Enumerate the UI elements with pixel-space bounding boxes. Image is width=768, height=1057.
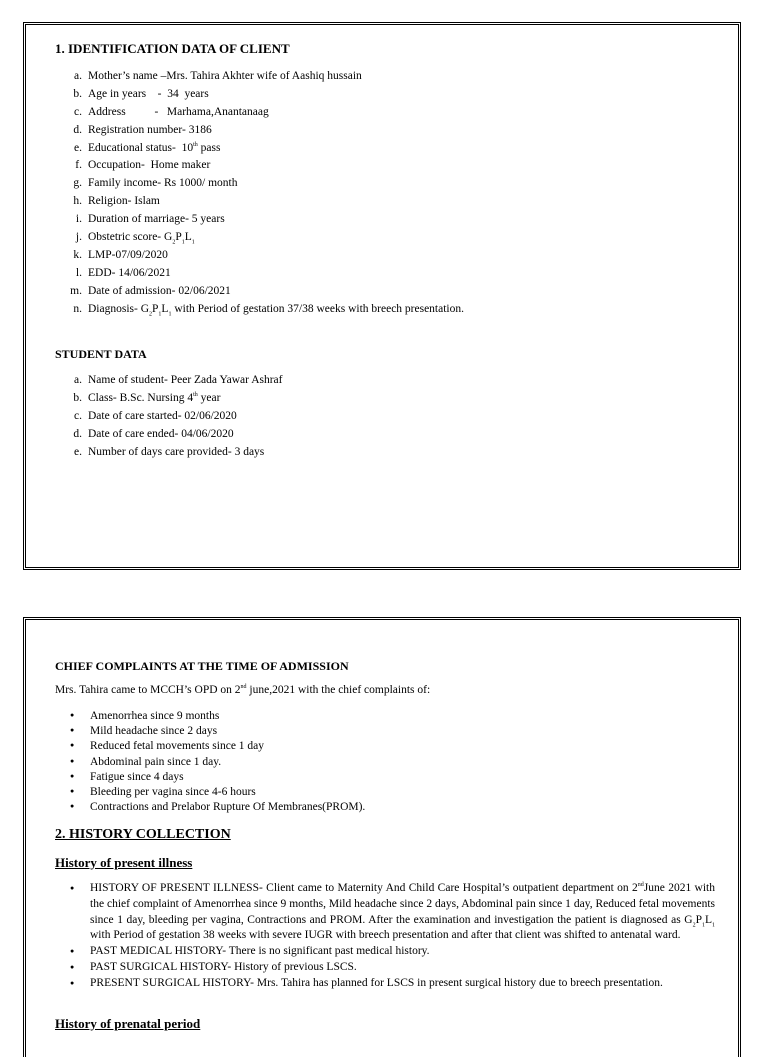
list-item: ● HISTORY OF PRESENT ILLNESS- Client came to Maternity And Child Care Hospital’s outpatient department on 2ndJune 2021 with the chief complaint of Amenorrhea since 9 months, Mild headache since 2 days, Abdominal pain since 1 day, Reduced fetal movements since 1 day, bleeding per vagina, Contractions and PROM. After the examination and investigation the patient is diagnosed as $G_2P_1L_1$ with Period of gestation 38 weeks with severe IUGR with breech presentation and after that client was shifted to antenatal ward.: [70, 881, 715, 944]
list-item: n. Diagnosis- $G_2P_1L_1$ with Period of gestation 37/38 weeks with breech presentation.: [73, 302, 464, 317]
list-item: a. Name of student- Peer Zada Yawar Ashraf: [74, 374, 283, 386]
list-item: m. Date of admission- 02/06/2021: [70, 284, 231, 297]
complaints-list: [70, 709, 365, 815]
list-item: i. Duration of marriage- 5 years: [75, 213, 225, 226]
prenatal-history-heading: History of prenatal period: [55, 1016, 201, 1031]
list-item: j. Obstetric score- $G_2P_1L_1$: [75, 231, 195, 246]
list-item: ●Fatigue since 4 days: [70, 770, 365, 785]
list-item: a. Mother’s name –Mrs. Tahira Akhter wife of Aashiq hussain: [74, 70, 362, 82]
list-item: d. Registration number- 3186: [73, 123, 212, 136]
list-item: ●Amenorrhea since 9 months: [70, 709, 365, 724]
list-item: ● PRESENT SURGICAL HISTORY- Mrs. Tahira has planned for LSCS in present surgical history due to breech presentation.: [70, 976, 715, 992]
complaints-intro: Mrs. Tahira came to MCCH’s OPD on 2nd june,2021 with the chief complaints of:: [55, 684, 431, 696]
student-data-list: [55, 372, 282, 461]
list-item: b. Age in years - 34 years: [73, 87, 209, 100]
list-item: k. LMP-07/09/2020: [73, 248, 168, 261]
list-item: d. Date of care ended- 04/06/2020: [73, 427, 234, 440]
client-data-list: [55, 68, 464, 318]
student-heading: STUDENT DATA: [55, 347, 147, 361]
list-item: c. Address - Marhama,Anantanaag: [74, 105, 269, 118]
history-list: [70, 881, 715, 992]
list-item: ●Mild headache since 2 days: [70, 724, 365, 739]
list-item: ● PAST SURGICAL HISTORY- History of previous LSCS.: [70, 960, 715, 976]
list-item: h. Religion- Islam: [73, 195, 160, 208]
present-illness-subheading: History of present illness: [55, 855, 193, 870]
list-item: b. Class- B.Sc. Nursing 4th year: [73, 391, 221, 404]
list-item: ● PAST MEDICAL HISTORY- There is no significant past medical history.: [70, 944, 715, 960]
client-heading: 1. IDENTIFICATION DATA OF CLIENT: [55, 41, 290, 56]
history-heading: 2. HISTORY COLLECTION: [55, 827, 231, 842]
list-item: g. Family income- Rs 1000/ month: [73, 177, 238, 190]
list-item: ●Reduced fetal movements since 1 day: [70, 739, 365, 754]
list-item: ●Bleeding per vagina since 4-6 hours: [70, 785, 365, 800]
list-item: f. Occupation- Home maker: [75, 159, 211, 172]
list-item: l. EDD- 14/06/2021: [75, 266, 171, 279]
list-item: ●Contractions and Prelabor Rupture Of Membranes(PROM).: [70, 800, 365, 815]
complaints-heading: CHIEF COMPLAINTS AT THE TIME OF ADMISSION: [55, 659, 349, 673]
list-item: e. Number of days care provided- 3 days: [74, 445, 265, 458]
list-item: e. Educational status- 10th pass: [74, 141, 221, 154]
list-item: ●Abdominal pain since 1 day.: [70, 755, 365, 770]
list-item: c. Date of care started- 02/06/2020: [74, 409, 237, 422]
